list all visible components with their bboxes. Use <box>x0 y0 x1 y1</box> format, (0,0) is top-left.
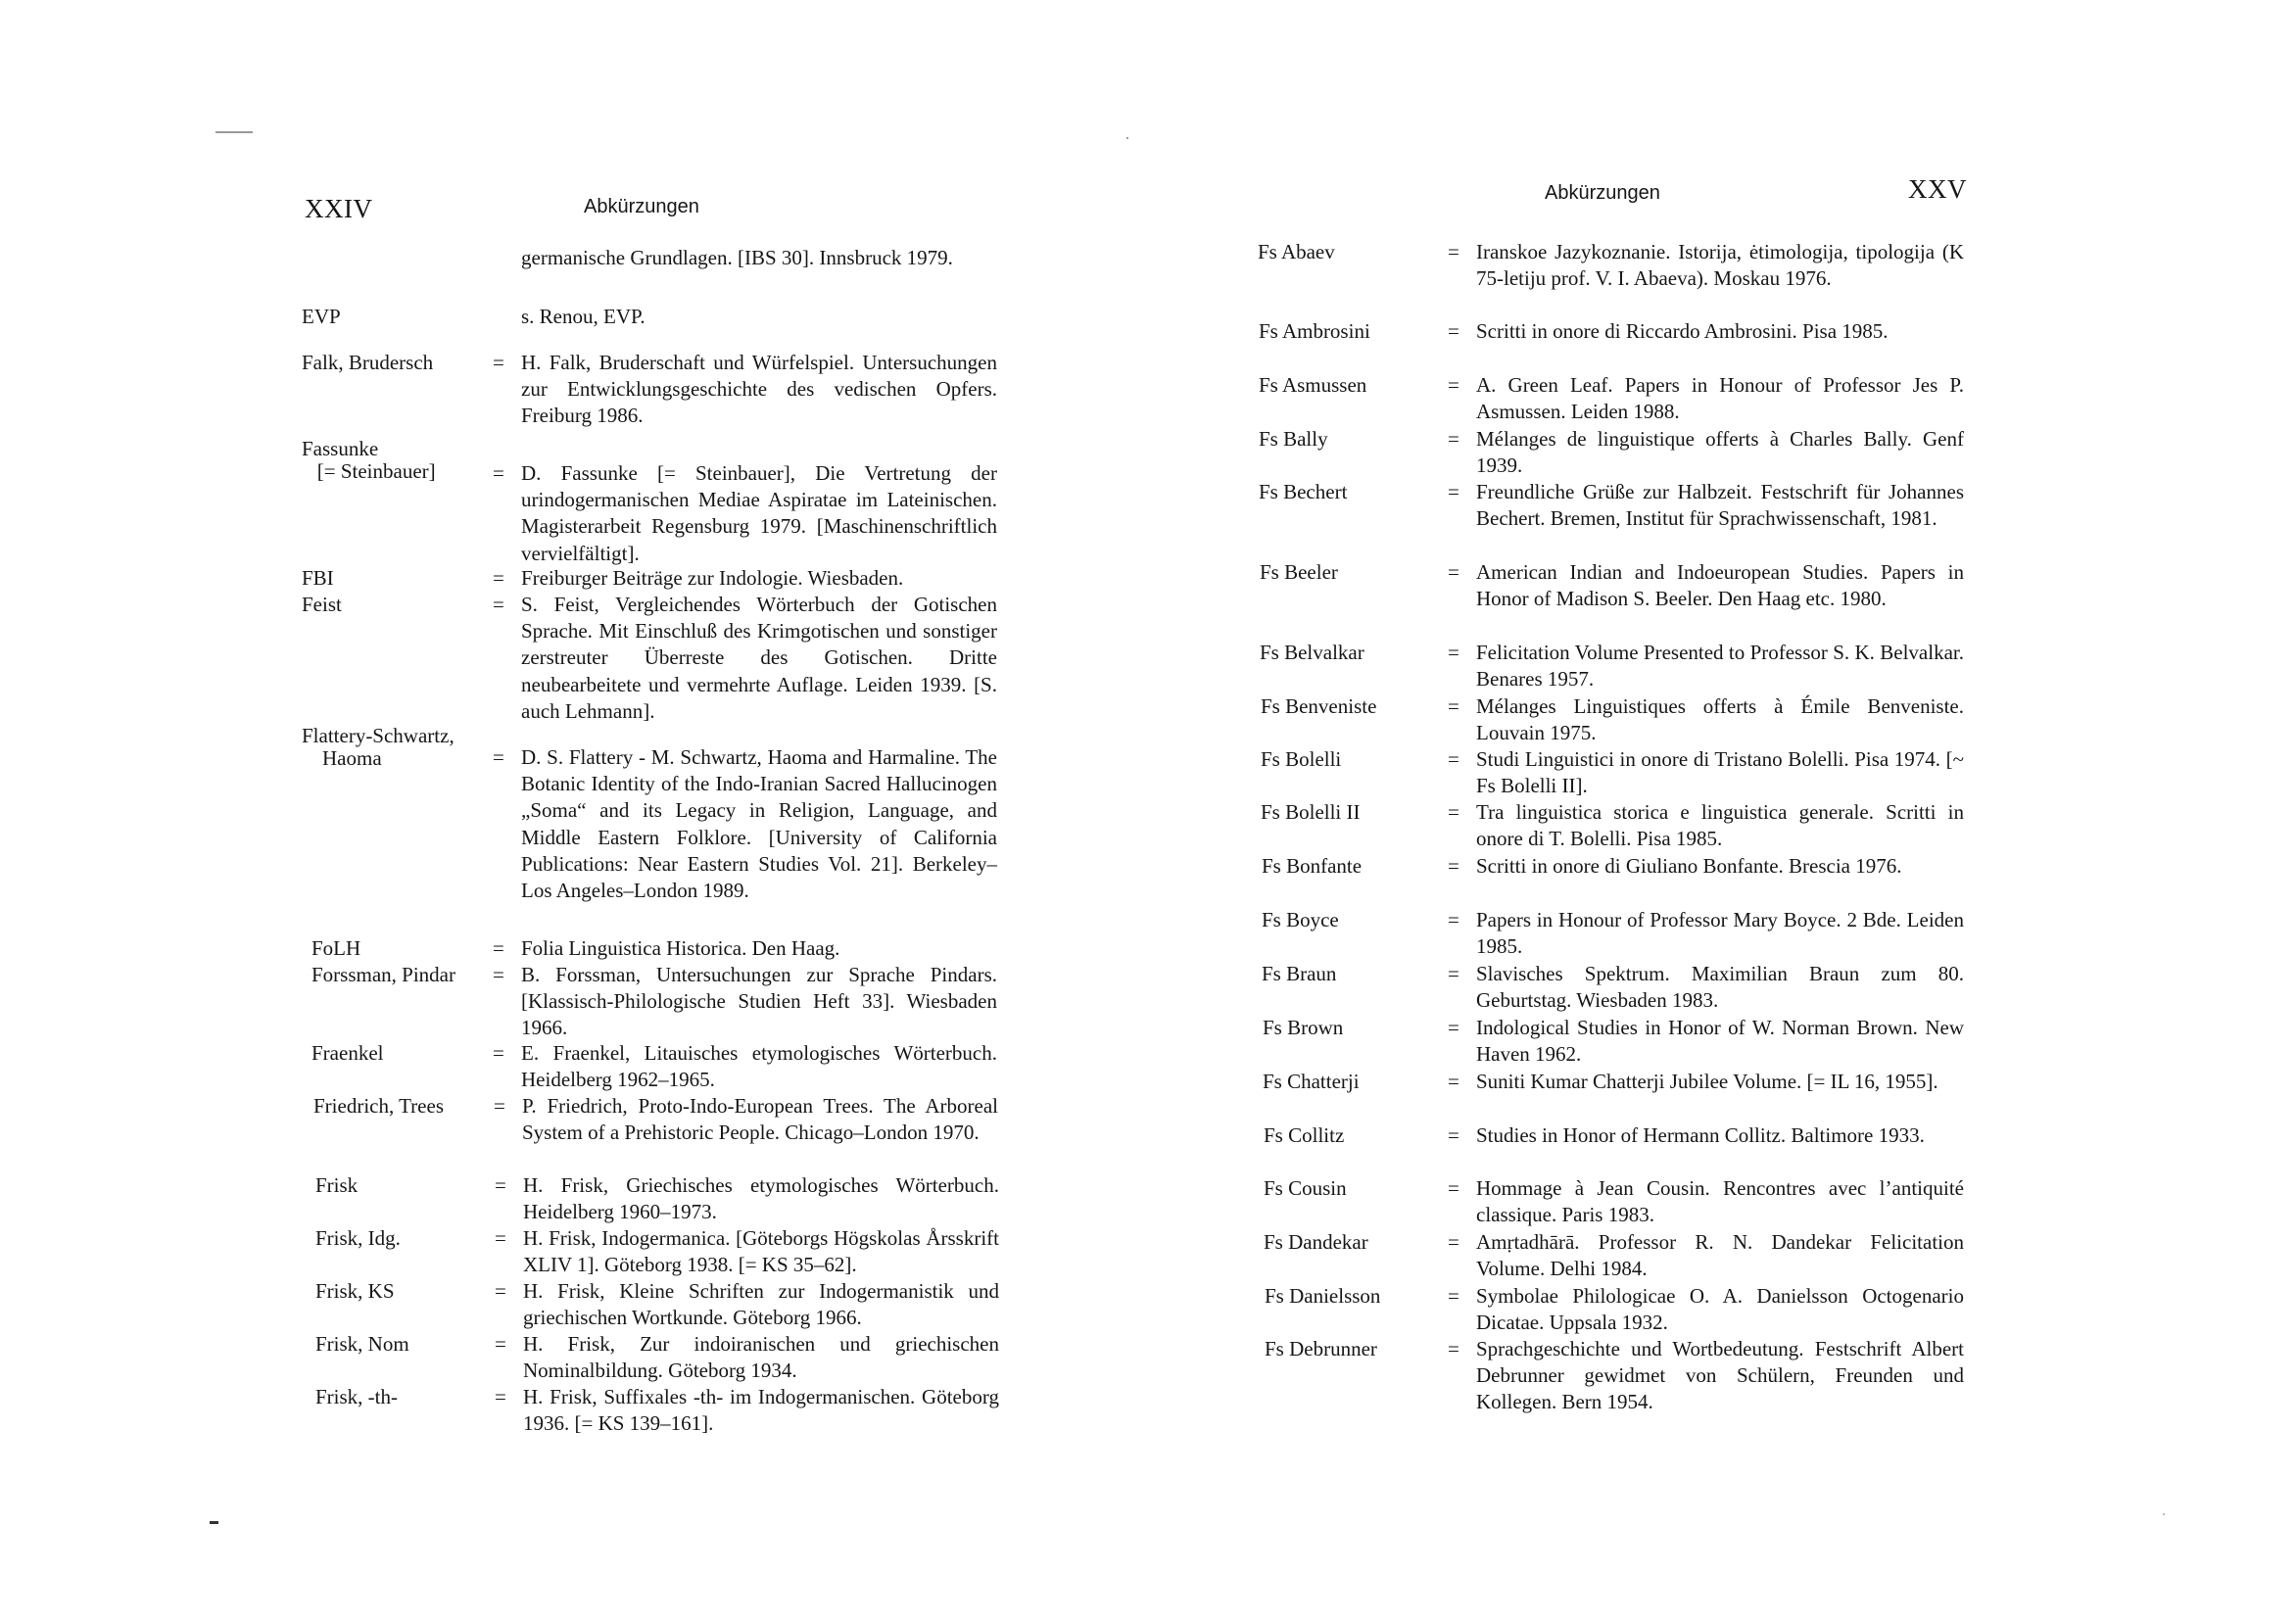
abbreviation-term: Fs Danielsson <box>1265 1284 1381 1308</box>
abbreviation-term: Fs Cousin <box>1264 1176 1347 1200</box>
equals-sign: = <box>1448 962 1459 985</box>
scan-speck <box>210 1521 218 1524</box>
equals-sign: = <box>493 351 504 374</box>
definition-text: Felicitation Volume Presented to Professor S. K. Belvalkar. Benares 1957. <box>1476 641 1964 692</box>
equals-sign: = <box>495 1385 506 1408</box>
equals-sign: = <box>1448 694 1459 718</box>
abbreviation-term: Fs Asmussen <box>1259 373 1367 397</box>
definition-text: American Indian and Indoeuropean Studies. Papers in Honor of Madison S. Beeler. Den Haag etc. 1980. <box>1476 560 1964 611</box>
abbreviation-term: Fs Collitz <box>1264 1123 1345 1147</box>
definition-text: Studies in Honor of Hermann Collitz. Baltimore 1933. <box>1476 1123 1925 1147</box>
abbreviation-term: Fs Braun <box>1262 962 1337 985</box>
definition-text: H. Frisk, Kleine Schriften zur Indogermanistik und griechischen Wortkunde. Göteborg 1966. <box>523 1279 999 1330</box>
equals-sign: = <box>493 461 504 485</box>
scan-speck <box>215 131 253 133</box>
abbreviation-term: Frisk, -th- <box>315 1385 398 1408</box>
abbreviation-term: Fs Bally <box>1259 427 1328 451</box>
definition-text: H. Frisk, Indogermanica. [Göteborgs Högskolas Årsskrift XLIV 1]. Göteborg 1938. [= KS 35–62]. <box>523 1226 999 1277</box>
equals-sign: = <box>1448 908 1459 931</box>
equals-sign: = <box>494 1094 505 1118</box>
definition-text: Scritti in onore di Giuliano Bonfante. Brescia 1976. <box>1476 854 1902 878</box>
equals-sign: = <box>1448 800 1459 824</box>
definition-text: Suniti Kumar Chatterji Jubilee Volume. [= IL 16, 1955]. <box>1476 1070 1938 1093</box>
definition-text: Amṛtadhārā. Professor R. N. Dandekar Felicitation Volume. Delhi 1984. <box>1476 1230 1964 1281</box>
definition-text: Indological Studies in Honor of W. Norman Brown. New Haven 1962. <box>1476 1016 1964 1067</box>
scan-speck <box>2163 1513 2165 1515</box>
definition-text: D. S. Flattery - M. Schwartz, Haoma and Harmaline. The Botanic Identity of the Indo-Iranian Sacred Hallucinogen „Soma“ and its Legacy in Religion, Language, and Middle Eastern Folklore. [University of California Publications: Near Eastern Studies Vol. 21]. Berkeley–Los Angeles–London 1989. <box>521 745 997 903</box>
definition-text: Sprachgeschichte und Wortbedeutung. Festschrift Albert Debrunner gewidmet von Schülern, Freunden und Kollegen. Bern 1954. <box>1476 1337 1964 1414</box>
equals-sign: = <box>1448 373 1459 397</box>
abbreviation-term: Fs Benveniste <box>1261 694 1377 718</box>
equals-sign: = <box>495 1279 506 1303</box>
equals-sign: = <box>1448 747 1459 771</box>
equals-sign: = <box>1448 427 1459 451</box>
definition-text: H. Frisk, Zur indoiranischen und griechischen Nominalbildung. Göteborg 1934. <box>523 1332 999 1383</box>
page-number: XXIV <box>305 194 373 223</box>
abbreviation-term: Fs Debrunner <box>1265 1337 1377 1360</box>
equals-sign: = <box>493 593 504 616</box>
definition-text: H. Frisk, Suffixales -th- im Indogermanischen. Göteborg 1936. [= KS 139–161]. <box>523 1385 999 1436</box>
abbreviation-term: Fs Dandekar <box>1264 1230 1368 1254</box>
abbreviation-term: Fraenkel <box>311 1041 384 1065</box>
abbreviation-term: Fs Ambrosini <box>1259 319 1370 343</box>
definition-text: Mélanges de linguistique offerts à Charles Bally. Genf 1939. <box>1476 427 1964 478</box>
definition-text: germanische Grundlagen. [IBS 30]. Innsbruck 1979. <box>521 246 953 269</box>
abbreviation-term: Friedrich, Trees <box>313 1094 444 1118</box>
equals-sign: = <box>1448 1337 1459 1360</box>
equals-sign: = <box>1448 641 1459 664</box>
abbreviation-term: Fs Beeler <box>1260 560 1338 584</box>
definition-text: Hommage à Jean Cousin. Rencontres avec l’antiquité classique. Paris 1983. <box>1476 1176 1964 1227</box>
definition-text: Freiburger Beiträge zur Indologie. Wiesbaden. <box>521 566 904 590</box>
equals-sign: = <box>493 936 504 960</box>
definition-text: H. Frisk, Griechisches etymologisches Wörterbuch. Heidelberg 1960–1973. <box>523 1173 999 1224</box>
equals-sign: = <box>493 745 504 769</box>
equals-sign: = <box>1448 480 1459 503</box>
equals-sign: = <box>493 566 504 590</box>
abbreviation-term: Flattery-Schwartz, Haoma <box>302 724 454 770</box>
abbreviation-term: FoLH <box>311 936 361 960</box>
definition-text: Slavisches Spektrum. Maximilian Braun zum 80. Geburtstag. Wiesbaden 1983. <box>1476 962 1964 1013</box>
definition-text: Mélanges Linguistiques offerts à Émile Benveniste. Louvain 1975. <box>1476 694 1964 745</box>
running-head: Abkürzungen <box>1545 182 1660 204</box>
abbreviation-term: Frisk <box>315 1173 359 1197</box>
equals-sign: = <box>1448 1176 1459 1200</box>
definition-text: Tra linguistica storica e linguistica generale. Scritti in onore di T. Bolelli. Pisa 1985. <box>1476 800 1964 851</box>
definition-text: B. Forssman, Untersuchungen zur Sprache Pindars. [Klassisch-Philologische Studien Heft 33]. Wiesbaden 1966. <box>521 963 997 1040</box>
abbreviation-term: Fs Bechert <box>1259 480 1348 503</box>
abbreviation-term: Forssman, Pindar <box>311 963 455 986</box>
abbreviation-term: EVP <box>302 305 341 328</box>
abbreviation-term: Frisk, Nom <box>315 1332 409 1356</box>
abbreviation-term: Fs Bonfante <box>1262 854 1363 878</box>
abbreviation-term: Fs Boyce <box>1262 908 1339 931</box>
abbreviation-term: Falk, Brudersch <box>302 351 434 374</box>
definition-text: Studi Linguistici in onore di Tristano Bolelli. Pisa 1974. [~ Fs Bolelli II]. <box>1476 747 1964 798</box>
page-number: XXV <box>1908 174 1967 204</box>
running-head: Abkürzungen <box>584 196 699 217</box>
abbreviation-term: Fs Bolelli II <box>1261 800 1361 824</box>
equals-sign: = <box>493 963 504 986</box>
abbreviation-term: Frisk, KS <box>315 1279 395 1303</box>
equals-sign: = <box>495 1173 506 1197</box>
definition-text: Iranskoe Jazykoznanie. Istorija, ėtimologija, tipologija (K 75-letiju prof. V. I. Abaeva). Moskau 1976. <box>1476 240 1964 291</box>
abbreviation-term: FBI <box>302 566 334 590</box>
equals-sign: = <box>495 1226 506 1250</box>
definition-text: P. Friedrich, Proto-Indo-European Trees. The Arboreal System of a Prehistoric People. Chicago–London 1970. <box>522 1094 998 1145</box>
definition-text: Papers in Honour of Professor Mary Boyce. 2 Bde. Leiden 1985. <box>1476 908 1964 959</box>
equals-sign: = <box>1448 1070 1459 1093</box>
equals-sign: = <box>1448 240 1459 263</box>
definition-text: S. Feist, Vergleichendes Wörterbuch der Gotischen Sprache. Mit Einschluß des Krimgotischen und sonstiger zerstreuter Überreste des Gotischen. Dritte neubearbeitete und vermehrte Auflage. Leiden 1939. [S. auch Lehmann]. <box>521 593 997 723</box>
definition-text: H. Falk, Bruderschaft und Würfelspiel. Untersuchungen zur Entwicklungsgeschichte des vedischen Opfers. Freiburg 1986. <box>521 351 997 428</box>
definition-text: Symbolae Philologicae O. A. Danielsson Octogenario Dicatae. Uppsala 1932. <box>1476 1284 1964 1335</box>
equals-sign: = <box>1448 1123 1459 1147</box>
definition-text: Freundliche Grüße zur Halbzeit. Festschrift für Johannes Bechert. Bremen, Institut für Sprachwissenschaft, 1981. <box>1476 480 1964 531</box>
equals-sign: = <box>495 1332 506 1356</box>
equals-sign: = <box>493 1041 504 1065</box>
equals-sign: = <box>1448 1284 1459 1308</box>
abbreviation-term: Fs Chatterji <box>1263 1070 1360 1093</box>
abbreviation-term: Frisk, Idg. <box>315 1226 401 1250</box>
equals-sign: = <box>1448 1016 1459 1039</box>
definition-text: E. Fraenkel, Litauisches etymologisches Wörterbuch. Heidelberg 1962–1965. <box>521 1041 997 1092</box>
definition-text: D. Fassunke [= Steinbauer], Die Vertretung der urindogermanischen Mediae Aspiratae im Lateinischen. Magisterarbeit Regensburg 1979. [Maschinenschriftlich vervielfältigt]. <box>521 461 997 565</box>
definition-text: A. Green Leaf. Papers in Honour of Professor Jes P. Asmussen. Leiden 1988. <box>1476 373 1964 424</box>
equals-sign: = <box>1448 854 1459 878</box>
abbreviation-term: Fs Abaev <box>1258 240 1335 263</box>
definition-text: Folia Linguistica Historica. Den Haag. <box>521 936 840 960</box>
abbreviation-term: Fs Brown <box>1263 1016 1344 1039</box>
equals-sign: = <box>1448 319 1459 343</box>
definition-text: s. Renou, EVP. <box>521 305 646 328</box>
abbreviation-term: Fassunke [= Steinbauer] <box>302 437 436 483</box>
definition-text: Scritti in onore di Riccardo Ambrosini. Pisa 1985. <box>1476 319 1889 343</box>
abbreviation-term: Fs Belvalkar <box>1260 641 1364 664</box>
abbreviation-term: Fs Bolelli <box>1261 747 1342 771</box>
abbreviation-term: Feist <box>302 593 342 616</box>
scan-speck <box>1126 137 1128 139</box>
right-page <box>1148 0 2296 1622</box>
equals-sign: = <box>1448 560 1459 584</box>
equals-sign: = <box>1448 1230 1459 1254</box>
